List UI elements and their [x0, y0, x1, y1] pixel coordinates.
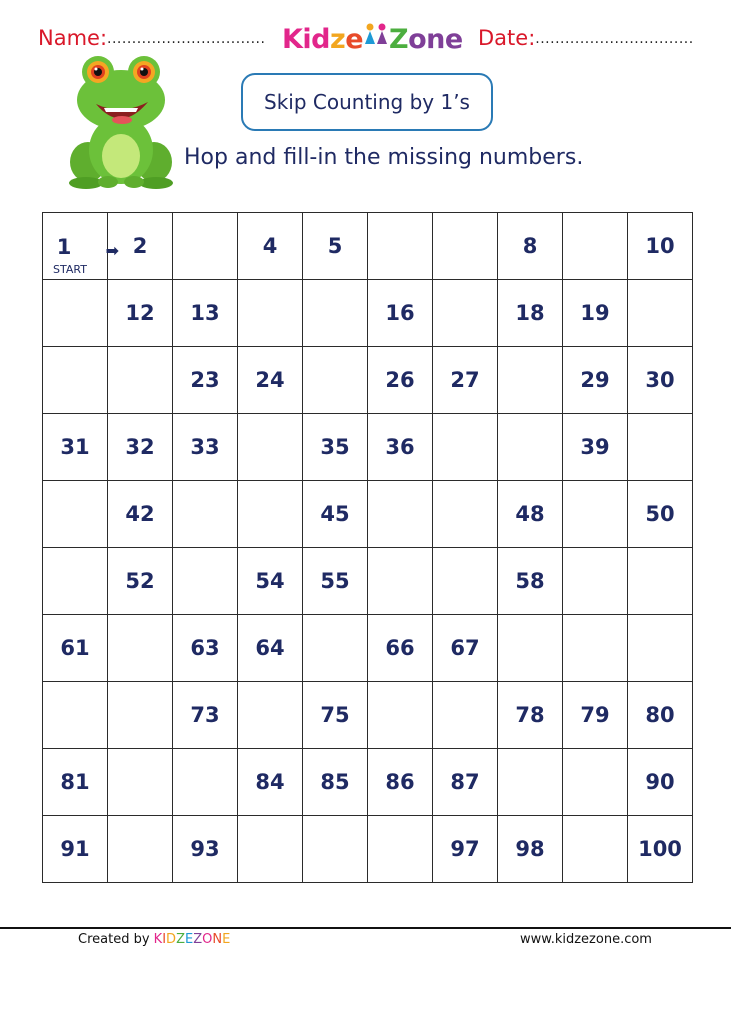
blank-cell[interactable]: [238, 481, 303, 548]
blank-cell[interactable]: [43, 682, 108, 749]
blank-cell[interactable]: [368, 548, 433, 615]
number-cell: 31: [43, 414, 108, 481]
blank-cell[interactable]: [303, 615, 368, 682]
blank-cell[interactable]: [628, 548, 693, 615]
frog-icon: [66, 52, 176, 192]
number-grid: [42, 212, 693, 883]
number-cell: 27: [433, 347, 498, 414]
number-cell: 16: [368, 280, 433, 347]
blank-cell[interactable]: [238, 414, 303, 481]
number-cell: 79: [563, 682, 628, 749]
blank-cell[interactable]: [498, 347, 563, 414]
blank-cell[interactable]: [303, 347, 368, 414]
number-cell: 5: [303, 213, 368, 280]
number-cell: 10: [628, 213, 693, 280]
footer-credit: [78, 932, 230, 947]
number-cell: 4: [238, 213, 303, 280]
blank-cell[interactable]: [563, 548, 628, 615]
number-cell: 36: [368, 414, 433, 481]
number-cell: 91: [43, 816, 108, 883]
blank-cell[interactable]: [108, 749, 173, 816]
number-cell: 33: [173, 414, 238, 481]
blank-cell[interactable]: [433, 414, 498, 481]
blank-cell[interactable]: [498, 615, 563, 682]
number-cell: 12: [108, 280, 173, 347]
number-cell: 63: [173, 615, 238, 682]
grid-row: [43, 682, 693, 749]
blank-cell[interactable]: [43, 347, 108, 414]
blank-cell[interactable]: [628, 615, 693, 682]
number-cell: 52: [108, 548, 173, 615]
grid-row: [43, 481, 693, 548]
created-by-label: Created by: [78, 932, 150, 947]
worksheet-title: Skip Counting by 1’s: [241, 73, 493, 131]
logo-part: one: [408, 24, 463, 55]
blank-cell[interactable]: [303, 816, 368, 883]
blank-cell[interactable]: [368, 682, 433, 749]
number-cell: 73: [173, 682, 238, 749]
blank-cell[interactable]: [108, 816, 173, 883]
blank-cell[interactable]: [563, 615, 628, 682]
number-cell: 80: [628, 682, 693, 749]
blank-cell[interactable]: [43, 280, 108, 347]
number-cell: 30: [628, 347, 693, 414]
number-cell: 93: [173, 816, 238, 883]
number-cell: 42: [108, 481, 173, 548]
number-cell: 66: [368, 615, 433, 682]
blank-cell[interactable]: [173, 481, 238, 548]
blank-cell[interactable]: [303, 280, 368, 347]
number-cell: 87: [433, 749, 498, 816]
date-field[interactable]: [478, 26, 694, 50]
blank-cell[interactable]: [108, 347, 173, 414]
number-cell: 98: [498, 816, 563, 883]
number-cell: 35: [303, 414, 368, 481]
number-cell: 48: [498, 481, 563, 548]
grid-row: [43, 615, 693, 682]
date-label: Date:: [478, 26, 536, 50]
number-cell: 90: [628, 749, 693, 816]
number-cell: 64: [238, 615, 303, 682]
number-cell: 61: [43, 615, 108, 682]
blank-cell[interactable]: [43, 481, 108, 548]
number-cell: 23: [173, 347, 238, 414]
grid-row: [43, 213, 693, 280]
number-cell: 32: [108, 414, 173, 481]
start-number: 1: [56, 235, 72, 259]
number-cell: 18: [498, 280, 563, 347]
blank-cell[interactable]: [628, 280, 693, 347]
blank-cell[interactable]: [238, 682, 303, 749]
blank-cell[interactable]: [563, 816, 628, 883]
blank-cell[interactable]: [108, 682, 173, 749]
blank-cell[interactable]: [368, 213, 433, 280]
blank-cell[interactable]: [433, 213, 498, 280]
blank-cell[interactable]: [563, 481, 628, 548]
start-label: START: [53, 263, 87, 276]
name-dots: ................................: [107, 31, 266, 47]
kidzezone-logo: [282, 22, 463, 62]
blank-cell[interactable]: [368, 481, 433, 548]
number-cell: 54: [238, 548, 303, 615]
blank-cell[interactable]: [433, 481, 498, 548]
number-cell: 100: [628, 816, 693, 883]
number-cell: 78: [498, 682, 563, 749]
grid-row: [43, 548, 693, 615]
grid-row: [43, 749, 693, 816]
number-cell: 8: [498, 213, 563, 280]
kids-figures-icon: [363, 22, 389, 52]
number-cell: 2: [108, 213, 173, 280]
number-cell: 58: [498, 548, 563, 615]
number-cell: 55: [303, 548, 368, 615]
number-cell: 29: [563, 347, 628, 414]
grid-row: [43, 414, 693, 481]
blank-cell[interactable]: [173, 213, 238, 280]
blank-cell[interactable]: [628, 414, 693, 481]
logo-part: Z: [389, 24, 409, 55]
number-cell: 24: [238, 347, 303, 414]
number-cell: 75: [303, 682, 368, 749]
blank-cell[interactable]: [173, 548, 238, 615]
number-cell: 67: [433, 615, 498, 682]
blank-cell[interactable]: [563, 749, 628, 816]
blank-cell[interactable]: [433, 548, 498, 615]
number-cell: 26: [368, 347, 433, 414]
number-cell: 39: [563, 414, 628, 481]
right-arrow-icon: ➡: [105, 241, 119, 260]
blank-cell[interactable]: [498, 749, 563, 816]
grid-row: [43, 280, 693, 347]
number-cell: 19: [563, 280, 628, 347]
number-cell: 50: [628, 481, 693, 548]
logo-part: e: [345, 24, 364, 55]
website-link[interactable]: www.kidzezone.com: [520, 932, 652, 947]
number-cell: 13: [173, 280, 238, 347]
number-cell: [43, 213, 119, 280]
instruction-text: Hop and fill-in the missing numbers.: [184, 145, 584, 170]
number-cell: 85: [303, 749, 368, 816]
logo-part: z: [330, 24, 346, 55]
blank-cell[interactable]: [173, 749, 238, 816]
blank-cell[interactable]: [498, 414, 563, 481]
number-cell: 81: [43, 749, 108, 816]
number-cell: 86: [368, 749, 433, 816]
grid-row: [43, 816, 693, 883]
number-cell: 45: [303, 481, 368, 548]
grid-row: [43, 347, 693, 414]
blank-cell[interactable]: [108, 615, 173, 682]
blank-cell[interactable]: [238, 280, 303, 347]
brand-text: KIDZEZONE: [153, 932, 231, 947]
blank-cell[interactable]: [563, 213, 628, 280]
name-label: Name:: [38, 26, 108, 50]
number-cell: 97: [433, 816, 498, 883]
blank-cell[interactable]: [433, 280, 498, 347]
date-dots: ................................: [535, 31, 694, 47]
number-cell: 84: [238, 749, 303, 816]
blank-cell[interactable]: [433, 682, 498, 749]
logo-part: Kid: [282, 24, 331, 55]
name-field[interactable]: [38, 26, 265, 50]
footer-divider: [0, 927, 731, 929]
blank-cell[interactable]: [238, 816, 303, 883]
blank-cell[interactable]: [368, 816, 433, 883]
blank-cell[interactable]: [43, 548, 108, 615]
